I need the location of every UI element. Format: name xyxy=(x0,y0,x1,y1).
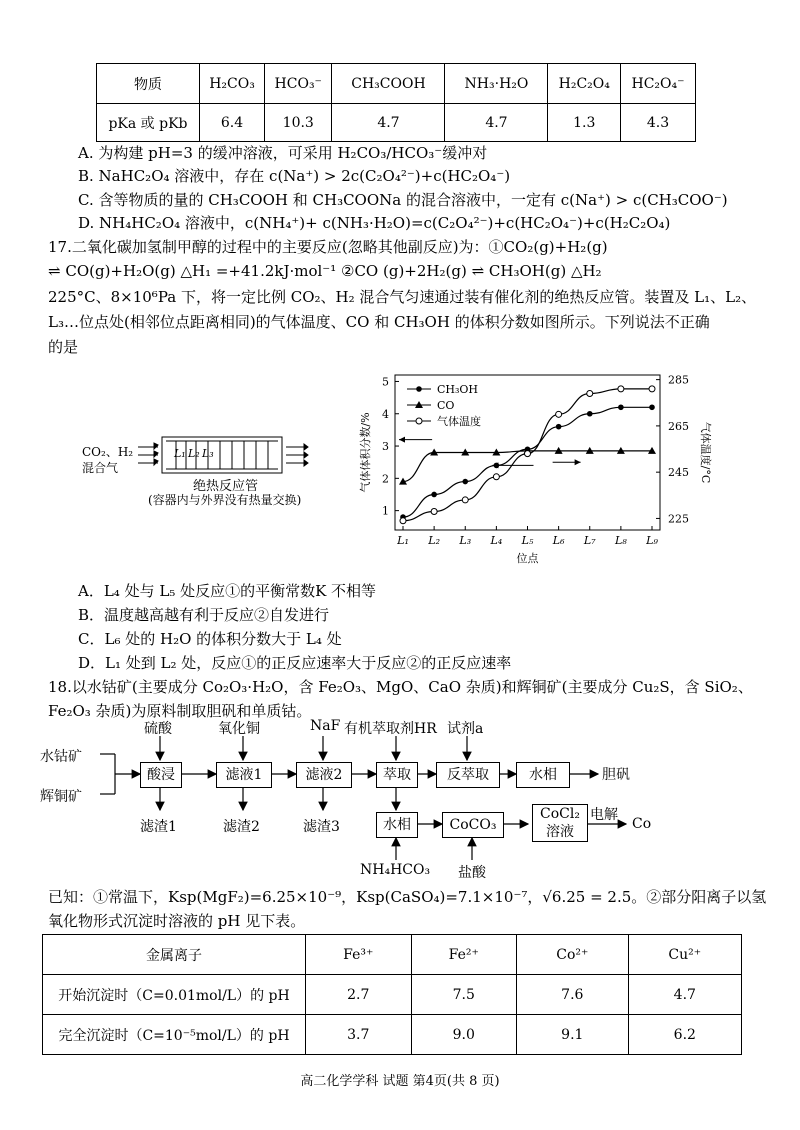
q18-known-line1: 已知：①常温下，Ksp(MgF₂)=6.25×10⁻⁹，Ksp(CaSO₄)=7.1×10⁻⁷，√6.25 = 2.5。②部分阳离子以氢 xyxy=(48,888,767,906)
page-footer: 高二化学学科 试题 第4页(共 8 页) xyxy=(300,1074,500,1089)
x-axis-label: 位点 xyxy=(516,552,539,565)
pka-header: H₂C₂O₄ xyxy=(548,64,621,104)
reagent-copper-oxide: 氧化铜 xyxy=(218,721,260,737)
point-ch3oh xyxy=(587,411,593,417)
q17-stem-line5: 的是 xyxy=(48,338,79,356)
point-ch3oh xyxy=(431,492,437,498)
step-filtrate-1: 滤液1 xyxy=(216,762,272,788)
residue-2: 滤渣2 xyxy=(223,819,260,835)
ph-value: 2.7 xyxy=(306,975,412,1015)
legend-marker xyxy=(416,386,422,392)
pka-value: 10.3 xyxy=(265,104,332,142)
ph-value: 9.1 xyxy=(517,1015,629,1055)
y-tick-label: 4 xyxy=(382,407,389,421)
point-temperature xyxy=(618,386,624,392)
reagent-a: 试剂a xyxy=(447,721,484,737)
y2-axis-label: 气体温度/°C xyxy=(699,421,712,484)
q16-option-a: A. 为构建 pH=3 的缓冲溶液，可采用 H₂CO₃/HCO₃⁻缓冲对 xyxy=(78,144,488,162)
legend-marker xyxy=(416,418,422,424)
ph-value: 9.0 xyxy=(411,1015,517,1055)
ph-header: Cu²⁺ xyxy=(628,935,741,975)
raw-copper-ore: 辉铜矿 xyxy=(40,789,82,805)
step-cobalt-chloride-solution xyxy=(532,804,588,842)
x-tick-label: L₇ xyxy=(583,534,596,547)
q16-option-c: C. 含等物质的量的 CH₃COOH 和 CH₃COONa 的混合溶液中，一定有 c(Na⁺) > c(CH₃COO⁻) xyxy=(78,191,728,209)
y2-tick-label: 245 xyxy=(668,466,689,480)
q17-option-d: D．L₁ 处到 L₂ 处，反应①的正反应速率大于反应②的正反应速率 xyxy=(78,654,512,672)
ph-value: 7.5 xyxy=(411,975,517,1015)
pka-header: HCO₃⁻ xyxy=(265,64,332,104)
pka-value: 6.4 xyxy=(200,104,265,142)
reagent-hydrochloric-acid: 盐酸 xyxy=(458,865,486,881)
x-tick-label: L₂ xyxy=(428,534,440,547)
q18-stem-line2: Fe₂O₃ 杂质)为原料制取胆矾和单质钴。 xyxy=(48,702,312,720)
process-flowchart xyxy=(40,718,760,880)
q17-option-c: C．L₆ 处的 H₂O 的体积分数大于 L₄ 处 xyxy=(78,630,342,648)
point-temperature xyxy=(431,508,437,514)
pka-header: 物质 xyxy=(97,64,200,104)
ph-row-label: 开始沉淀时（C=0.01mol/L）的 pH xyxy=(43,975,306,1015)
step-extraction: 萃取 xyxy=(376,762,418,788)
legend-label: CO xyxy=(437,399,455,412)
residue-1: 滤渣1 xyxy=(140,819,177,835)
y-axis-label: 气体体积分数/% xyxy=(359,412,372,493)
ph-header: Co²⁺ xyxy=(517,935,629,975)
ph-header: Fe³⁺ xyxy=(306,935,412,975)
point-temperature xyxy=(649,386,655,392)
product-cobalt: Co xyxy=(632,816,652,832)
y-tick-label: 1 xyxy=(382,504,389,518)
q17-stem-line3: 225°C、8×10⁶Pa 下，将一定比例 CO₂、H₂ 混合气匀速通过装有催化剂的绝热反应管。装置及 L₁、L₂、 xyxy=(48,288,757,306)
pka-table xyxy=(96,63,696,142)
position-chart xyxy=(340,360,740,575)
q16-option-b: B. NaHC₂O₄ 溶液中，存在 c(Na⁺) > 2c(C₂O₄²⁻)+c(HC₂O₄⁻) xyxy=(78,167,511,185)
x-tick-label: L₄ xyxy=(490,534,503,547)
q18-known-line2: 氧化物形式沉淀时溶液的 pH 见下表。 xyxy=(48,912,306,930)
point-temperature xyxy=(525,451,531,457)
x-tick-label: L₆ xyxy=(552,534,565,547)
step-cobalt-carbonate: CoCO₃ xyxy=(442,812,504,838)
y2-tick-label: 265 xyxy=(668,419,689,433)
cocl2-formula: CoCl₂ xyxy=(540,806,580,822)
legend-label: 气体温度 xyxy=(437,415,481,428)
ph-value: 7.6 xyxy=(517,975,629,1015)
y2-tick-label: 225 xyxy=(668,512,689,526)
reactor-note: (容器内与外界没有热量交换) xyxy=(148,493,302,507)
reagent-organic-extractant: 有机萃取剂HR xyxy=(344,721,437,737)
pka-row-label: pKa 或 pKb xyxy=(97,104,200,142)
q16-option-d: D. NH₄HC₂O₄ 溶液中，c(NH₄⁺)+ c(NH₃·H₂O)=c(C₂O₄²⁻)+c(HC₂O₄⁻)+c(H₂C₂O₄) xyxy=(78,214,671,232)
x-tick-label: L₁ xyxy=(397,534,409,547)
reactor-title: 绝热反应管 xyxy=(193,479,259,494)
ph-row-label: 完全沉淀时（C=10⁻⁵mol/L）的 pH xyxy=(43,1015,306,1055)
y-tick-label: 3 xyxy=(382,440,389,454)
q17-stem-line2: ⇌ CO(g)+H₂O(g) △H₁ =+41.2kJ·mol⁻¹ ②CO (g)+2H₂(g) ⇌ CH₃OH(g) △H₂ xyxy=(48,262,602,280)
pka-header: NH₃·H₂O xyxy=(445,64,548,104)
arrow-to-right-axis-head xyxy=(575,459,581,465)
arrow-to-left-axis-head xyxy=(399,437,405,443)
reagent-naf: NaF xyxy=(310,718,341,734)
q17-stem-line1: 17.二氧化碳加氢制甲醇的过程中的主要反应(忽略其他副反应)为：①CO₂(g)+H₂(g) xyxy=(48,238,608,256)
ph-value: 6.2 xyxy=(628,1015,741,1055)
step-back-extraction: 反萃取 xyxy=(436,762,500,788)
pka-value: 4.7 xyxy=(445,104,548,142)
flow-arrows-icon xyxy=(40,718,760,880)
q17-option-a: A．L₄ 处与 L₅ 处反应①的平衡常数K 不相等 xyxy=(78,582,377,600)
cocl2-solution: 溶液 xyxy=(546,824,574,840)
point-ch3oh xyxy=(556,424,562,430)
reactor-position: L₃ xyxy=(202,447,214,460)
point-temperature xyxy=(556,411,562,417)
reactor-position: L₂ xyxy=(188,447,200,460)
pka-value: 4.7 xyxy=(332,104,445,142)
point-temperature xyxy=(400,518,406,524)
point-temperature xyxy=(493,474,499,480)
product-blue-vitriol: 胆矾 xyxy=(602,767,630,783)
point-ch3oh xyxy=(462,479,468,485)
reagent-sulfuric-acid: 硫酸 xyxy=(144,721,172,737)
step-aqueous-phase: 水相 xyxy=(516,762,570,788)
pka-value: 1.3 xyxy=(548,104,621,142)
x-tick-label: L₉ xyxy=(646,534,658,547)
legend-label: CH₃OH xyxy=(437,383,479,396)
ph-value: 3.7 xyxy=(306,1015,412,1055)
point-ch3oh xyxy=(618,404,624,410)
y-tick-label: 2 xyxy=(382,472,389,486)
raw-cobalt-ore: 水钴矿 xyxy=(40,749,82,765)
residue-3: 滤渣3 xyxy=(303,819,340,835)
reactor-diagram xyxy=(80,425,320,525)
ph-header: Fe²⁺ xyxy=(411,935,517,975)
electrolysis-label: 电解 xyxy=(590,807,618,823)
ph-table xyxy=(42,934,742,1055)
point-temperature xyxy=(587,391,593,397)
q17-option-b: B．温度越高越有利于反应②自发进行 xyxy=(78,606,330,624)
y-tick-label: 5 xyxy=(382,375,389,389)
reagent-ammonium-bicarbonate: NH₄HCO₃ xyxy=(360,862,431,878)
pka-header: H₂CO₃ xyxy=(200,64,265,104)
reactor-position: L₁ xyxy=(174,447,186,460)
point-temperature xyxy=(462,497,468,503)
step-acid-leach: 酸浸 xyxy=(140,762,182,788)
x-tick-label: L₃ xyxy=(459,534,472,547)
y2-tick-label: 285 xyxy=(668,373,689,387)
ph-header: 金属离子 xyxy=(43,935,306,975)
reactor-inlet-gas: CO₂、H₂ xyxy=(82,445,134,459)
pka-header: HC₂O₄⁻ xyxy=(621,64,696,104)
ph-value: 4.7 xyxy=(628,975,741,1015)
pka-value: 4.3 xyxy=(621,104,696,142)
q17-stem-line4: L₃…位点处(相邻位点距离相同)的气体温度、CO 和 CH₃OH 的体积分数如图所示。下列说法不正确 xyxy=(48,313,710,331)
x-tick-label: L₅ xyxy=(521,534,534,547)
pka-header: CH₃COOH xyxy=(332,64,445,104)
step-filtrate-2: 滤液2 xyxy=(296,762,352,788)
reactor-inlet-mix: 混合气 xyxy=(82,461,119,475)
point-ch3oh xyxy=(649,404,655,410)
x-tick-label: L₈ xyxy=(615,534,627,547)
step-aqueous-phase-2: 水相 xyxy=(376,812,418,838)
q18-stem-line1: 18.以水钴矿(主要成分 Co₂O₃·H₂O，含 Fe₂O₃、MgO、CaO 杂质)和辉铜矿(主要成分 Cu₂S，含 SiO₂、 xyxy=(48,678,753,696)
